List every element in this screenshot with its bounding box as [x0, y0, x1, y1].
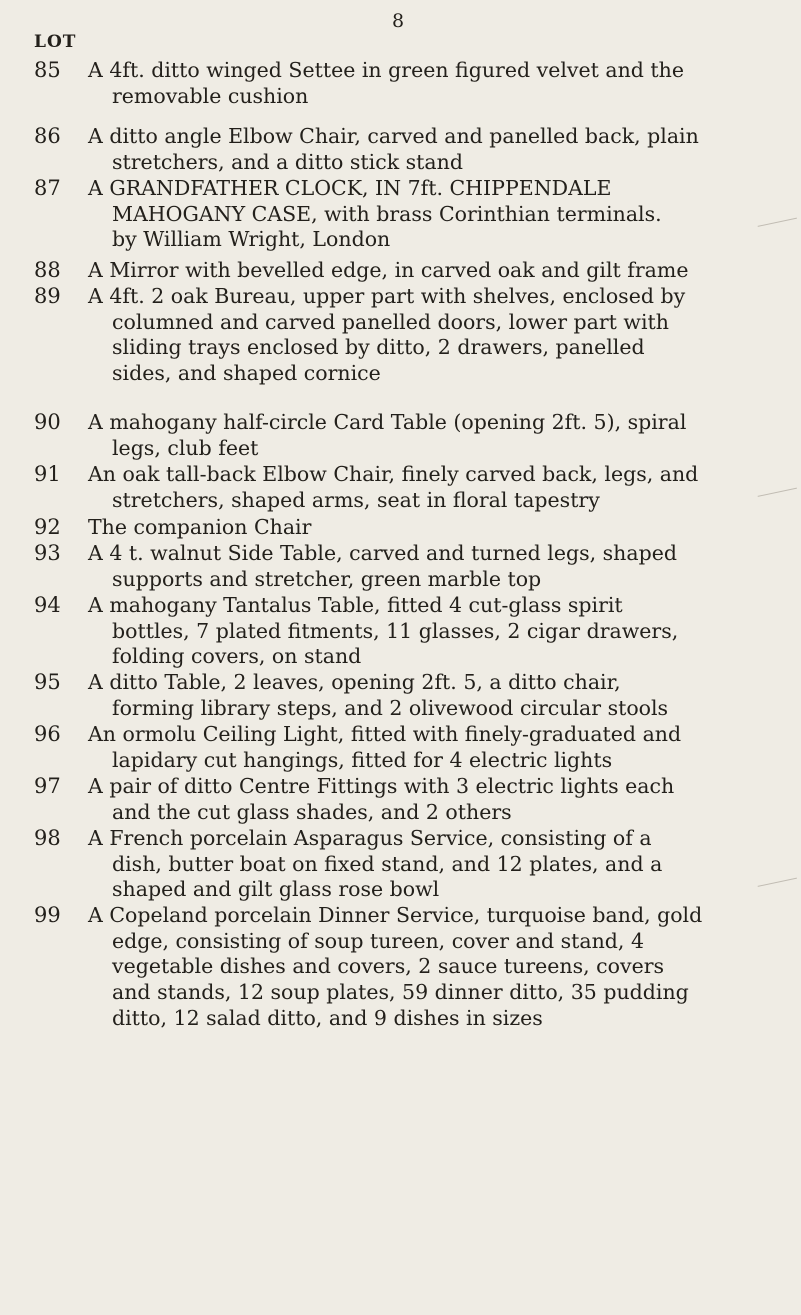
lot-description [88, 124, 748, 175]
lot-description-line: MAHOGANY CASE, with brass Corinthian terminals. [112, 201, 662, 226]
lot-description-line: bottles, 7 plated fitments, 11 glasses, 2 cigar drawers, [112, 618, 679, 643]
lot-number: 94 [34, 593, 61, 617]
lot-number: 99 [34, 903, 61, 927]
lot-description [88, 284, 748, 387]
lot-number: 86 [34, 124, 61, 148]
margin-annotation [753, 466, 797, 497]
lot-description-line: vegetable dishes and covers, 2 sauce tureens, covers [112, 954, 665, 979]
lot-description-line: legs, club feet [112, 435, 259, 460]
lot-number: 98 [34, 826, 61, 850]
lot-number: 96 [34, 722, 61, 746]
lot-description-line: stretchers, shaped arms, seat in floral tapestry [112, 487, 600, 512]
lot-description-line: A mahogany half-circle Card Table (opening 2ft. 5), spiral [88, 410, 687, 434]
lot-description [88, 258, 748, 284]
lot-description [88, 541, 748, 592]
lot-description-line: A mahogany Tantalus Table, fitted 4 cut-glass spirit [88, 593, 623, 617]
lot-number: 92 [34, 515, 61, 539]
lot-number: 89 [34, 284, 61, 308]
lot-description-line: and stands, 12 soup plates, 59 dinner ditto, 35 pudding [112, 980, 689, 1005]
lot-description-line: supports and stretcher, green marble top [112, 566, 542, 591]
lot-description [88, 176, 748, 253]
lot-column-header: LOT [34, 32, 77, 52]
lot-description [88, 462, 748, 513]
lot-description-line: A ditto Table, 2 leaves, opening 2ft. 5, a ditto chair, [88, 670, 621, 694]
lot-description-line: lapidary cut hangings, fitted for 4 electric lights [112, 747, 613, 772]
lot-description [88, 515, 748, 541]
lot-description-line: sides, and shaped cornice [112, 361, 381, 386]
lot-description-line: A ditto angle Elbow Chair, carved and panelled back, plain [88, 124, 699, 148]
lot-description-line: A GRANDFATHER CLOCK, IN 7ft. CHIPPENDALE [88, 176, 612, 200]
lot-description-line: by William Wright, London [112, 227, 391, 252]
lot-description [88, 903, 748, 1032]
lot-description-line: A 4ft. 2 oak Bureau, upper part with shelves, enclosed by [88, 284, 686, 308]
lot-number: 95 [34, 670, 61, 694]
lot-description-line: A pair of ditto Centre Fittings with 3 electric lights each [88, 774, 675, 798]
lot-number: 90 [34, 410, 61, 434]
lot-description-line: shaped and gilt glass rose bowl [112, 877, 440, 902]
lot-description [88, 722, 748, 773]
lot-number: 87 [34, 176, 61, 200]
lot-number: 88 [34, 258, 61, 282]
lot-description [88, 410, 748, 461]
lot-description-line: ditto, 12 salad ditto, and 9 dishes in sizes [112, 1005, 543, 1030]
lot-description-line: A French porcelain Asparagus Service, consisting of a [88, 826, 652, 850]
lot-description-line: removable cushion [112, 83, 309, 108]
lot-description-line: sliding trays enclosed by ditto, 2 drawers, panelled [112, 335, 645, 360]
lot-description-line: An ormolu Ceiling Light, fitted with finely-graduated and [88, 722, 682, 746]
lot-description-line: A 4 t. walnut Side Table, carved and turned legs, shaped [88, 541, 677, 565]
lot-description [88, 826, 748, 903]
lot-description-line: A 4ft. ditto winged Settee in green figured velvet and the [88, 58, 684, 82]
lot-number: 85 [34, 58, 61, 82]
margin-annotation [753, 856, 797, 887]
lot-description [88, 670, 748, 721]
lot-number: 93 [34, 541, 61, 565]
lot-description-line: folding covers, on stand [112, 644, 362, 669]
lot-description-line: stretchers, and a ditto stick stand [112, 149, 463, 174]
lot-description-line: columned and carved panelled doors, lower part with [112, 309, 669, 334]
lot-description-line: An oak tall-back Elbow Chair, finely carved back, legs, and [88, 462, 699, 486]
lot-description-line: and the cut glass shades, and 2 others [112, 799, 512, 824]
lot-number: 91 [34, 462, 61, 486]
lot-description-line: forming library steps, and 2 olivewood circular stools [112, 695, 669, 720]
lot-number: 97 [34, 774, 61, 798]
lot-description-line: edge, consisting of soup tureen, cover and stand, 4 [112, 928, 644, 953]
lot-description [88, 774, 748, 825]
lot-description-line: The companion Chair [88, 515, 312, 539]
lot-description [88, 593, 748, 670]
page-number: 8 [392, 10, 405, 32]
lot-description-line: A Mirror with bevelled edge, in carved oak and gilt frame [88, 258, 689, 282]
lot-description-line: A Copeland porcelain Dinner Service, turquoise band, gold [88, 903, 703, 927]
margin-annotation [753, 196, 797, 227]
lot-description [88, 58, 748, 109]
lot-description-line: dish, butter boat on fixed stand, and 12 plates, and a [112, 851, 663, 876]
